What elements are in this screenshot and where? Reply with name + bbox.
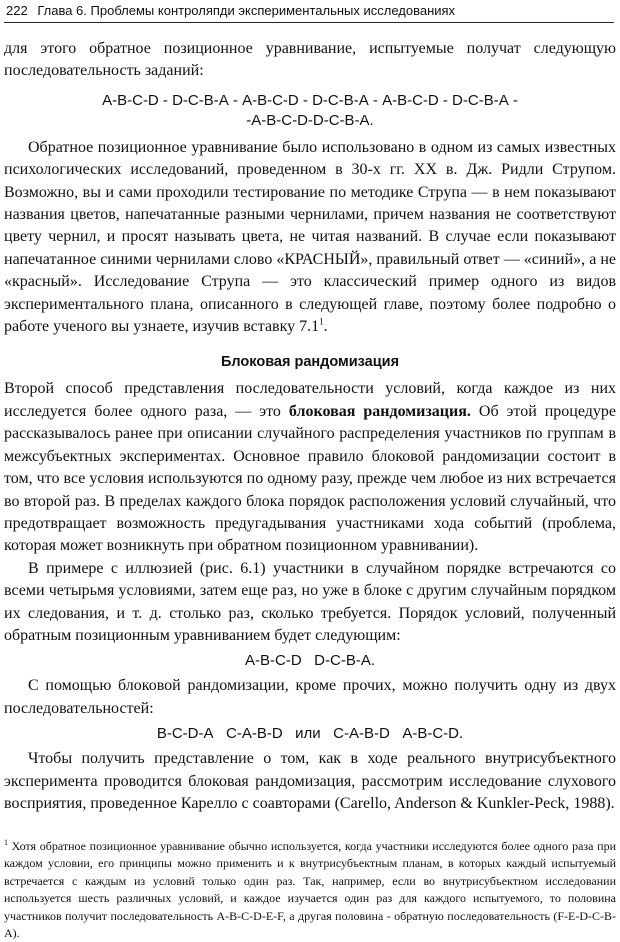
sequence-block-1 bbox=[4, 91, 616, 131]
stroop-text: Обратное позиционное уравнивание было использовано в одном из самых известных психологических исследований, проведенном в 30-х гг. XX в. Дж. Ридли Струпом. Возможно, вы и сами проходили тестирование по методике Струпа — в нем показывают названия цветов, напечатанные разными чернилами, причем названия не соответствуют цвету чернил, и просят называть цвета, не читая названий. В случае если показывают напечатанное синими чернилами слово «КРАСНЫЙ», правильный ответ — «синий», а не «красный». Исследование Струпа — это классический пример одного из видов экспериментального плана, описанного в следующей главе, поэтому более подробно о работе ученого вы узнаете, изучив вставку 7.1 bbox=[4, 138, 616, 336]
intro-paragraph: для этого обратное позиционное уравнивание, испытуемые получат следующую последовательность заданий: bbox=[4, 40, 616, 80]
block-term: блоковая рандомизация. bbox=[288, 402, 471, 420]
sequence-block-2: А-В-С-D D-С-В-А. bbox=[245, 652, 375, 670]
sequence-block-3: В-С-D-А С-А-В-D или С-А-В-D А-В-С-D. bbox=[156, 725, 464, 743]
stroop-end: . bbox=[323, 318, 328, 336]
page-body bbox=[4, 38, 616, 815]
running-title: Глава 6. Проблемы контроляпди экспериментальных исследованиях bbox=[37, 3, 456, 18]
header-divider bbox=[4, 22, 614, 23]
section-heading: Блоковая рандомизация bbox=[220, 354, 400, 371]
footnote-mark: 1 bbox=[4, 838, 8, 847]
sequence-line-1: А-В-С-D - D-С-В-А - А-В-С-D - D-С-В-А - А-В-С-D - D-С-В-А - bbox=[102, 91, 518, 109]
running-header bbox=[6, 2, 606, 20]
block-text-after: Об этой процедуре рассказывалось ранее при описании случайного распределения участников по группам в межсубъектных экспериментах. Основное правило блоковой рандомизации состоит в том, что все условия используются по одному разу, прежде чем любое из них встречается во второй раз. В пределах каждого блока порядок расположения условий случайный, что предотвращает возможность предугадывания участниками хода событий (проблема, которая может возникнуть при обратном позиционном уравнивании). bbox=[4, 402, 617, 555]
stroop-paragraph bbox=[4, 137, 616, 339]
page-number: 222 bbox=[6, 3, 28, 18]
sequence-line-2: -А-В-С-D-D-С-В-А. bbox=[246, 111, 374, 129]
footnote bbox=[4, 838, 616, 942]
footnote-text: Хотя обратное позиционное уравнивание обычно используется, когда участники исследуются более одного раза при каждом условии, его принципы можно применить и к внутрисубъектным планам, в которых каждый испытуемый встречается с каждым из условий только один раз. Так, например, если во внутрисубъектном исследовании используется шесть различных условий, и каждое изучается один раз для каждого испытуемого, то половина участников получит последовательность А-В-С-D-Е-F, а другая половина - обратную последовательность (F-Е-D-С-В-А). bbox=[4, 839, 616, 941]
carello-paragraph: Чтобы получить представление о том, как в ходе реального внутрисубъектного эксперимента проводится блоковая рандомизация, рассмотрим исследование слухового восприятия, проведенное Карелло с соавторами (Carello, Anderson & Kunkler-Peck, 1988). bbox=[4, 750, 616, 812]
illusion-paragraph: В примере с иллюзией (рис. 6.1) участники в случайном порядке встречаются со всеми четырьмя условиями, затем еще раз, но уже в блоке с другим случайным порядком их следования, и т. д. столько раз, сколько требуется. Порядок условий, полученный обратным позиционным уравниванием будет следующим: bbox=[4, 559, 616, 644]
block-random-paragraph: С помощью блоковой рандомизации, кроме прочих, можно получить одну из двух последовательностей: bbox=[4, 677, 616, 717]
footnote-reference: 1 bbox=[319, 316, 324, 327]
block-text-before: Второй способ представления последовательности условий, когда каждое из них исследуется более одного раза, — это bbox=[4, 380, 616, 420]
block-paragraph bbox=[4, 378, 616, 557]
